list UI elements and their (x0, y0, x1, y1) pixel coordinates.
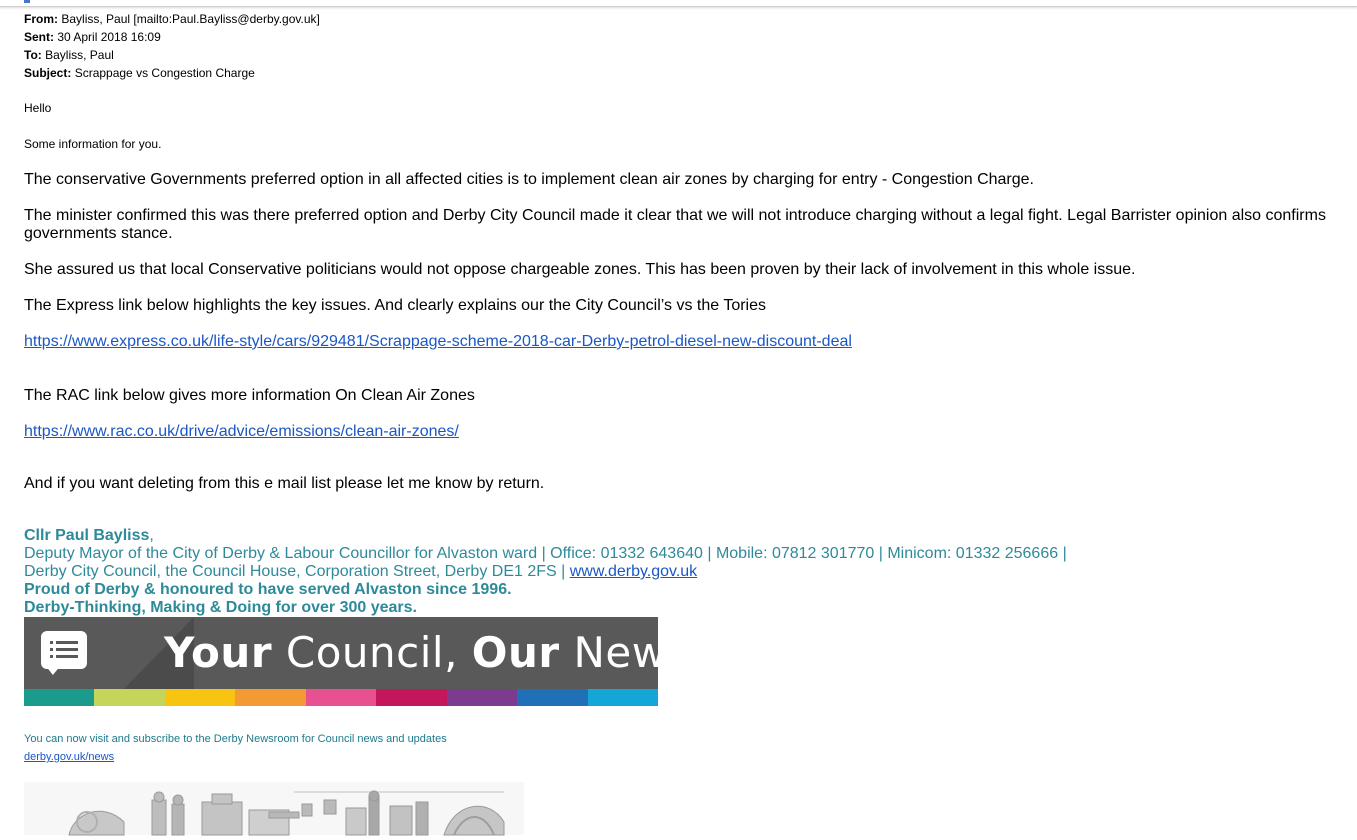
banner-stripe-6 (376, 689, 446, 706)
banner-stripe-2 (94, 689, 164, 706)
council-news-banner[interactable] (24, 617, 689, 706)
to-row (24, 46, 320, 64)
paragraph-2: The minister confirmed this was there preferred option and Derby City Council made it clear that we will not introduce charging without a legal fight. Legal Barrister opinion also confirms governments stance. (24, 207, 1326, 242)
banner-stripe-3 (165, 689, 235, 706)
paragraph-5: The RAC link below gives more information On Clean Air Zones (24, 387, 475, 404)
sent-value: 30 April 2018 16:09 (57, 30, 161, 44)
greeting: Hello (24, 101, 52, 115)
signature-address: Derby City Council, the Council House, Corporation Street, Derby DE1 2FS | (24, 563, 570, 580)
from-row (24, 10, 320, 28)
newsroom-text: You can now visit and subscribe to the Derby Newsroom for Council news and updates (24, 733, 447, 745)
window-top-edge (0, 0, 1357, 7)
banner-title-council: Council, (272, 628, 472, 677)
subject-row (24, 64, 320, 82)
from-value: Bayliss, Paul [mailto:Paul.Bayliss@derby.gov.uk] (61, 12, 320, 26)
signature-proud: Proud of Derby & honoured to have served Alvaston since 1996. (24, 581, 512, 598)
paragraph-4: The Express link below highlights the key issues. And clearly explains our the City Council’s vs the Tories (24, 297, 766, 314)
banner-stripe-8 (517, 689, 587, 706)
speech-bubble-tail (45, 665, 63, 675)
speech-bubble-list-icon (41, 631, 87, 669)
intro-text: Some information for you. (24, 137, 162, 151)
signature-name-row (24, 527, 1067, 545)
scroll-marker (24, 0, 30, 3)
banner-stripe-7 (447, 689, 517, 706)
signature-role: Deputy Mayor of the City of Derby & Labour Councillor for Alvaston ward | Office: 01332 643640 | Mobile: 07812 301770 | Minicom: 01332 256666 | (24, 545, 1067, 562)
website-link[interactable]: www.derby.gov.uk (569, 563, 698, 580)
subject-label: Subject: (24, 66, 72, 80)
signature-motto: Derby-Thinking, Making & Doing for over 300 years. (24, 599, 417, 616)
signature-address-row (24, 563, 1067, 581)
paragraph-6: And if you want deleting from this e mail list please let me know by return. (24, 475, 545, 492)
rac-link[interactable]: https://www.rac.co.uk/drive/advice/emissions/clean-air-zones/ (24, 423, 459, 440)
banner-stripe-9 (588, 689, 658, 706)
banner-title-your: Your (164, 628, 273, 677)
rac-link-row (24, 423, 1334, 441)
banner-title (164, 627, 689, 679)
sent-row (24, 28, 320, 46)
sent-label: Sent: (24, 30, 54, 44)
skyline-graphic (24, 782, 524, 835)
subject-value: Scrappage vs Congestion Charge (74, 66, 255, 80)
banner-title-our: Our (471, 628, 560, 677)
paragraph-3: She assured us that local Conservative politicians would not oppose chargeable zones. This has been proven by their lack of involvement in this whole issue. (24, 261, 1136, 278)
signature-name-suffix: , (149, 527, 154, 544)
from-label: From: (24, 12, 58, 26)
signature-block (24, 527, 1067, 617)
banner-title-news: News (559, 628, 689, 677)
paragraph-1: The conservative Governments preferred option in all affected cities is to implement clean air zones by charging for entry - Congestion Charge. (24, 171, 1034, 188)
derby-skyline-illustration (24, 782, 524, 835)
newsroom-link[interactable]: derby.gov.uk/news (24, 751, 115, 763)
to-value: Bayliss, Paul (45, 48, 114, 62)
signature-name: Cllr Paul Bayliss (24, 527, 150, 544)
express-link[interactable]: https://www.express.co.uk/life-style/cars/929481/Scrappage-scheme-2018-car-Derby-petrol-diesel-new-discount-deal (24, 333, 852, 350)
express-link-row (24, 333, 1334, 351)
newsroom-link-row (24, 750, 114, 764)
banner-stripe-1 (24, 689, 94, 706)
banner-color-stripes (24, 689, 658, 706)
banner-stripe-5 (306, 689, 376, 706)
to-label: To: (24, 48, 42, 62)
email-header (24, 10, 320, 82)
banner-stripe-4 (235, 689, 305, 706)
